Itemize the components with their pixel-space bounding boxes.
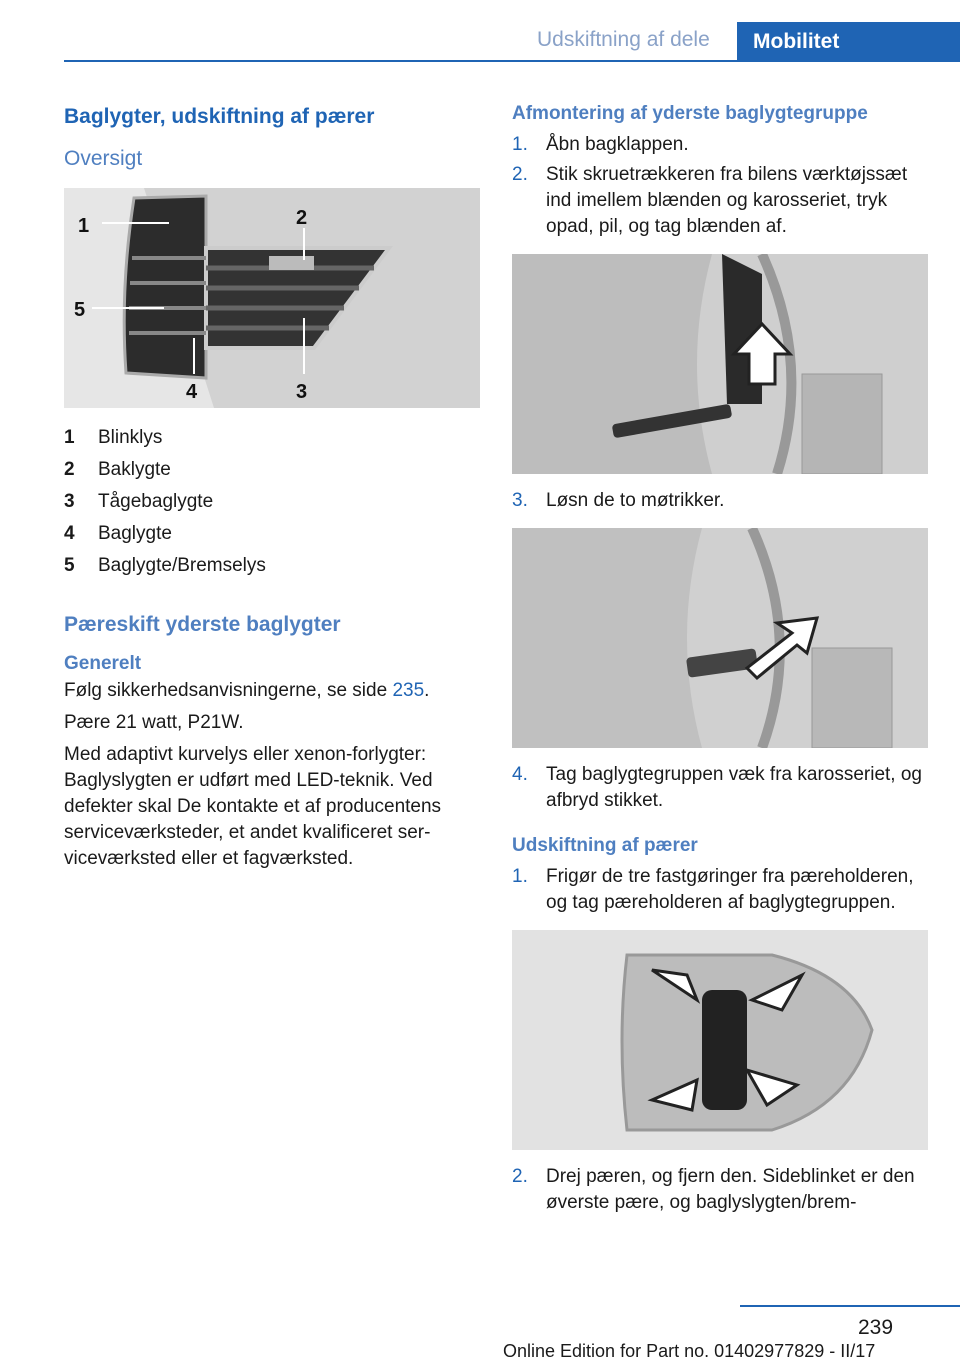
figure-callout-4: 4 [186, 381, 198, 403]
step-item [512, 162, 928, 240]
step-item [512, 1164, 928, 1216]
legend-item [64, 550, 480, 582]
step-number: 2. [512, 1166, 528, 1187]
page-number: 239 [858, 1316, 894, 1339]
step-item [512, 132, 928, 158]
taillight-overview-figure [64, 188, 480, 408]
legend-label: Tågebaglygte [98, 491, 214, 512]
step-text: Stik skruetrækkeren fra bilens værktøjssæt ind imellem blænden og karosseriet, tryk opad, pil, og tag blænden af. [546, 164, 908, 237]
page-reference-link[interactable]: 235 [392, 680, 425, 701]
replace-steps-a [512, 864, 928, 916]
removal-heading: Afmontering af yderste baglygtegruppe [512, 103, 868, 124]
step-number: 2. [512, 164, 528, 185]
step-number: 1. [512, 134, 528, 155]
figure-callout-2: 2 [296, 207, 308, 229]
overview-heading: Oversigt [64, 147, 143, 170]
step-number: 4. [512, 764, 528, 785]
bulb-change-heading: Pæreskift yderste baglygter [64, 613, 341, 636]
safety-paragraph [64, 678, 480, 704]
step-item [512, 762, 928, 814]
legend-item [64, 486, 480, 518]
page-title: Baglygter, udskiftning af pærer [64, 105, 375, 128]
legend-num: 1 [64, 427, 75, 448]
step-number: 1. [512, 866, 528, 887]
legend-label: Baklygte [98, 459, 171, 480]
safety-period: . [424, 680, 430, 701]
adaptive-light-paragraph: Med adaptivt kurvelys eller xenon-forlygter: Baglyslygten er udført med LED-teknik. Ved defekter skal De kontakte et af producentens serviceværksteder, et andet kvalificeret serviceværksted eller et fagværksted. [64, 744, 442, 869]
removal-steps-b [512, 488, 928, 514]
removal-steps-a [512, 132, 928, 240]
legend-num: 5 [64, 555, 75, 576]
header-section-tab: Udskiftning af dele [537, 28, 710, 51]
figure-callout-1: 1 [78, 215, 90, 237]
header-rule [64, 60, 960, 62]
legend-num: 4 [64, 523, 75, 544]
figure-callout-5: 5 [74, 299, 86, 321]
legend-item [64, 454, 480, 486]
step-text: Løsn de to møtrikker. [546, 490, 725, 511]
legend-item [64, 422, 480, 454]
legend-item [64, 518, 480, 550]
step-item [512, 864, 928, 916]
header-chapter-tab: Mobilitet [737, 22, 960, 62]
legend-num: 2 [64, 459, 75, 480]
footer-rule [740, 1305, 960, 1307]
step-text: Åbn bagklappen. [546, 134, 689, 155]
replace-steps-b [512, 1164, 928, 1216]
legend-num: 3 [64, 491, 75, 512]
nut-removal-figure [512, 528, 928, 748]
step-text: Tag baglygtegruppen væk fra karosseriet, og afbryd stikket. [546, 764, 922, 811]
bulb-spec-paragraph: Pære 21 watt, P21W. [64, 712, 244, 733]
step-text: Frigør de tre fastgøringer fra pæreholderen, og tag pæreholderen af baglygtegruppen. [546, 866, 914, 913]
general-heading: Generelt [64, 653, 142, 674]
safety-text: Følg sikkerhedsanvisningerne, se side [64, 680, 393, 701]
bulb-holder-figure [512, 930, 928, 1150]
step-item [512, 488, 928, 514]
removal-steps-c [512, 762, 928, 814]
step-number: 3. [512, 490, 528, 511]
trim-removal-figure [512, 254, 928, 474]
right-column [512, 100, 928, 1220]
legend-label: Blinklys [98, 427, 163, 448]
replace-bulbs-heading: Udskiftning af pærer [512, 835, 698, 856]
legend-label: Baglygte [98, 523, 172, 544]
legend-label: Baglygte/Bremselys [98, 555, 266, 576]
figure-callout-3: 3 [296, 381, 308, 403]
figure-legend [64, 422, 480, 582]
step-text: Drej pæren, og fjern den. Sideblinket er den øverste pære, og baglyslygten/brem- [546, 1166, 915, 1213]
left-column [64, 100, 480, 878]
edition-footer: Online Edition for Part no. 01402977829 - II/17 [503, 1341, 876, 1361]
